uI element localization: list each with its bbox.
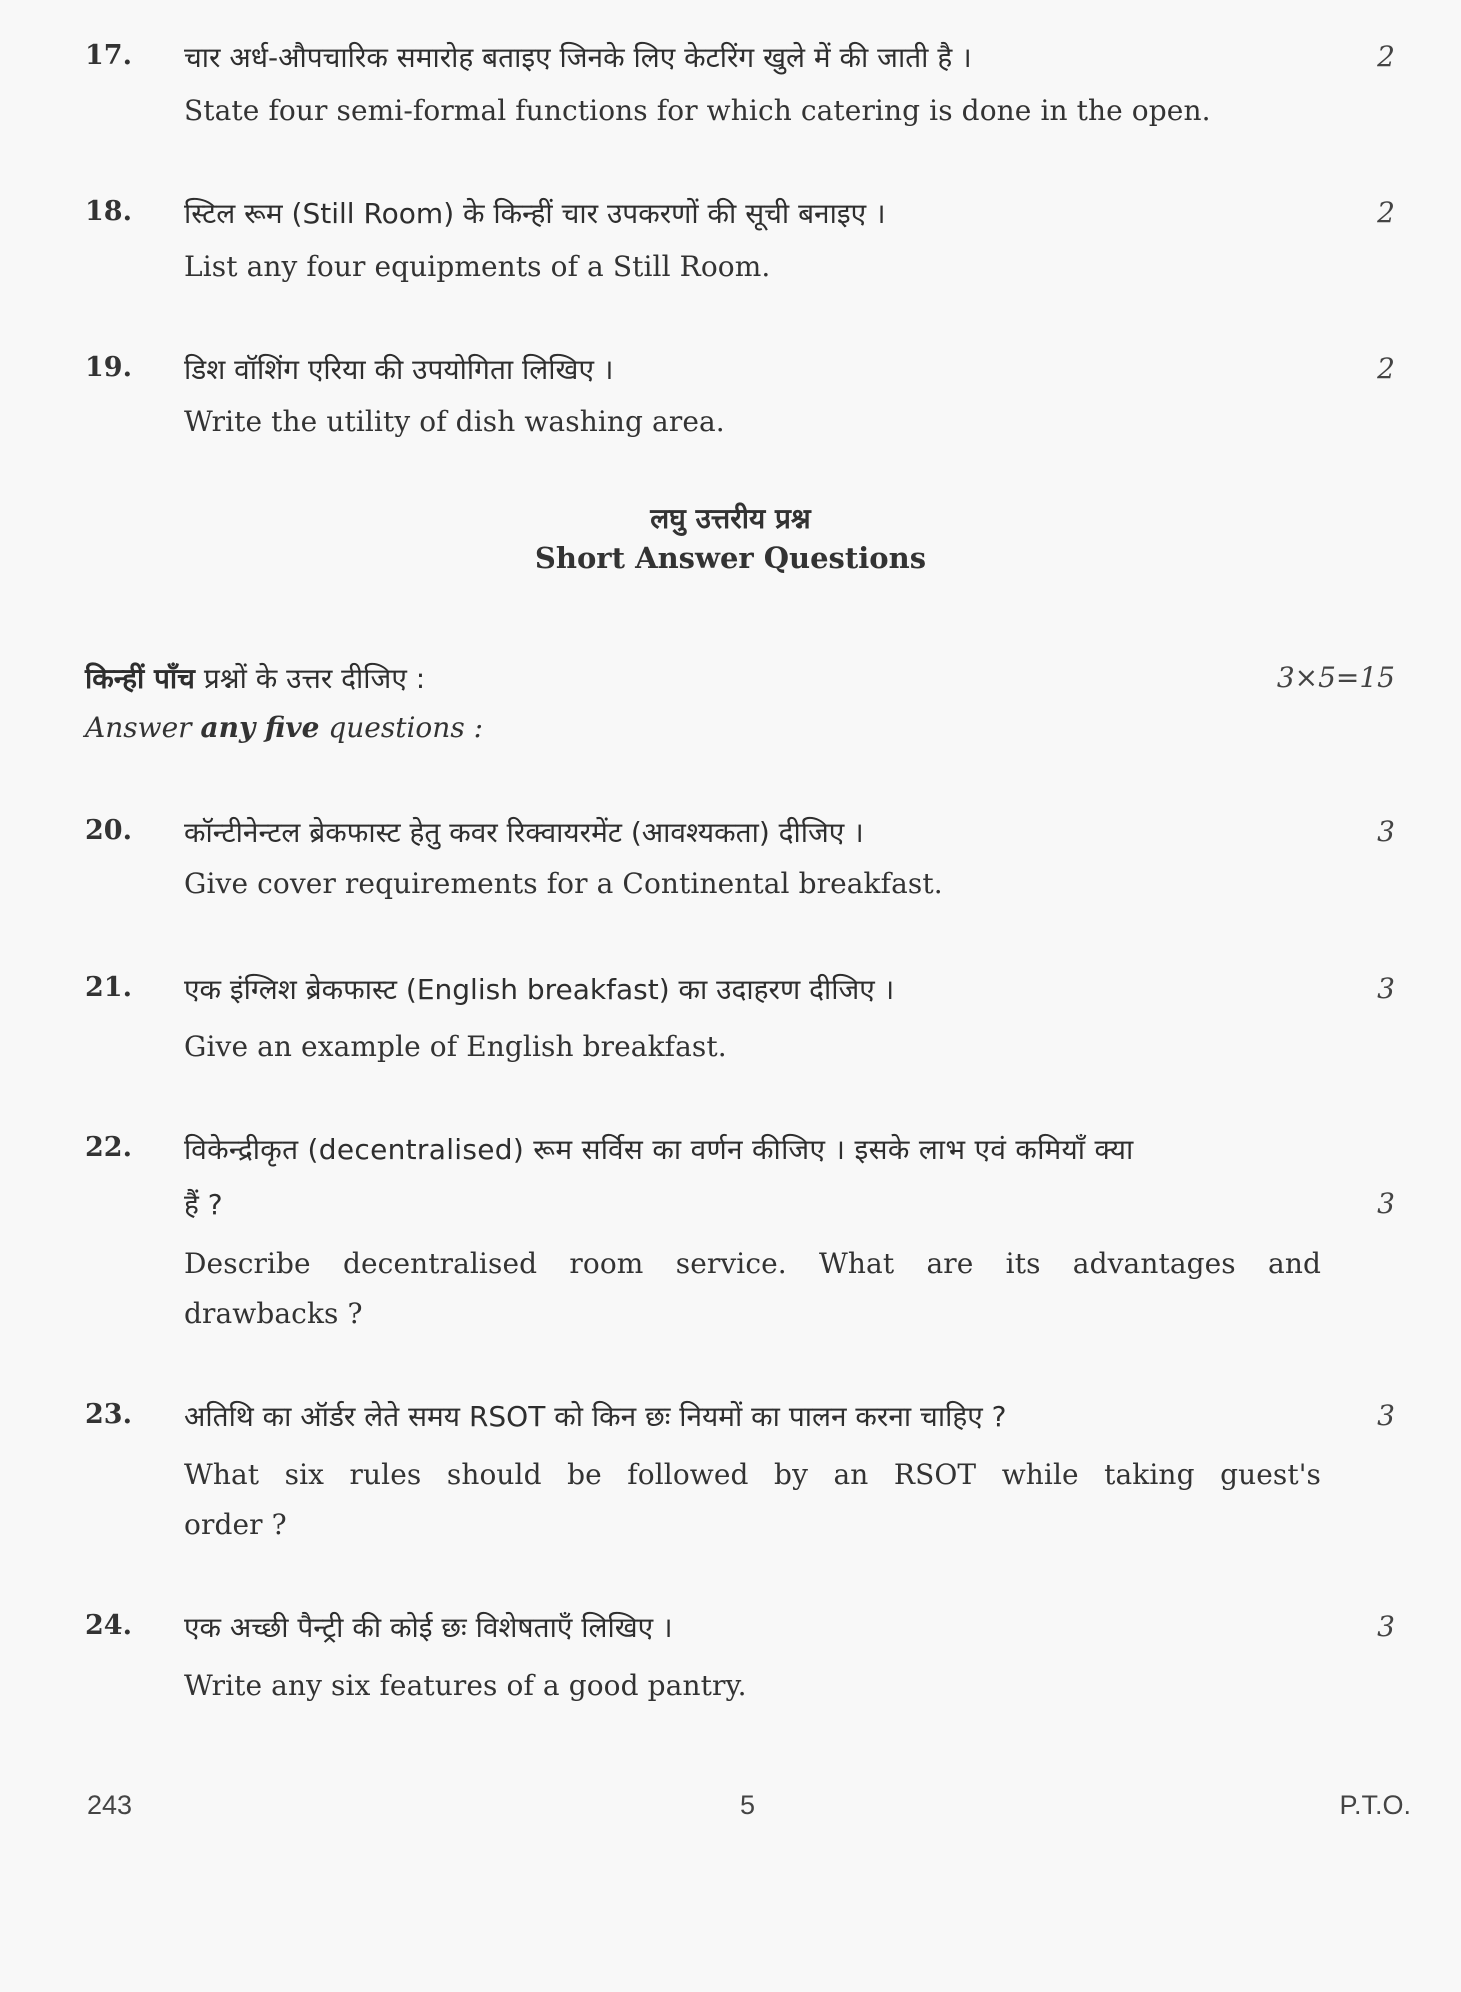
question-text-english-line1: Describe decentralised room service. What are its advantages and xyxy=(184,1247,1321,1280)
total-marks: 3×5=15 xyxy=(1276,661,1395,694)
question-text-hindi: कॉन्टीनेन्टल ब्रेकफास्ट हेतु कवर रिक्वायरमेंट (आवश्यकता) दीजिए । xyxy=(184,816,864,849)
question-text-hindi: स्टिल रूम (Still Room) के किन्हीं चार उपकरणों की सूची बनाइए । xyxy=(184,197,886,230)
question-number: 17. xyxy=(85,40,132,71)
instruction-hindi xyxy=(85,659,425,697)
instruction-english-post: questions : xyxy=(319,711,484,744)
section-title-english: Short Answer Questions xyxy=(534,541,927,575)
question-marks: 2 xyxy=(1377,352,1395,385)
question-marks: 2 xyxy=(1377,40,1395,73)
question-text-english-line2: order ? xyxy=(184,1508,287,1541)
question-text-hindi: एक इंग्लिश ब्रेकफास्ट (English breakfast) का उदाहरण दीजिए । xyxy=(184,973,895,1006)
please-turn-over: P.T.O. xyxy=(1339,1790,1411,1820)
question-marks: 3 xyxy=(1377,1187,1395,1220)
question-text-english: Write any six features of a good pantry. xyxy=(184,1669,747,1702)
question-marks: 3 xyxy=(1377,972,1395,1005)
question-text-english: State four semi-formal functions for which catering is done in the open. xyxy=(184,94,1211,127)
section-title-hindi: लघु उत्तरीय प्रश्न xyxy=(650,502,811,535)
instruction-english xyxy=(85,711,483,744)
question-text-hindi-line1: विकेन्द्रीकृत (decentralised) रूम सर्विस का वर्णन कीजिए । इसके लाभ एवं कमियाँ क्या xyxy=(184,1133,1134,1166)
question-text-hindi: चार अर्ध-औपचारिक समारोह बताइए जिनके लिए केटरिंग खुले में की जाती है । xyxy=(184,41,972,74)
question-number: 23. xyxy=(85,1399,132,1430)
question-marks: 3 xyxy=(1377,815,1395,848)
question-number: 24. xyxy=(85,1610,132,1641)
page-number: 5 xyxy=(740,1790,756,1820)
question-text-hindi: डिश वॉशिंग एरिया की उपयोगिता लिखिए । xyxy=(184,353,614,386)
instruction-hindi-emphasis: किन्हीं पाँच xyxy=(85,662,195,695)
question-text-english: Give cover requirements for a Continental breakfast. xyxy=(184,867,943,900)
question-text-english-line1: What six rules should be followed by an RSOT while taking guest's xyxy=(184,1458,1321,1491)
instruction-english-emphasis: any five xyxy=(200,711,320,744)
instruction-english-pre: Answer xyxy=(85,711,201,744)
question-text-english: Write the utility of dish washing area. xyxy=(184,405,725,438)
question-text-english-line2: drawbacks ? xyxy=(184,1297,363,1330)
question-text-english: Give an example of English breakfast. xyxy=(184,1030,727,1063)
question-number: 19. xyxy=(85,352,132,383)
question-number: 18. xyxy=(85,196,132,227)
instruction-hindi-rest: प्रश्नों के उत्तर दीजिए : xyxy=(194,662,426,695)
paper-code: 243 xyxy=(87,1790,133,1820)
question-marks: 2 xyxy=(1377,196,1395,229)
question-marks: 3 xyxy=(1377,1610,1395,1643)
question-number: 22. xyxy=(85,1132,132,1163)
question-number: 21. xyxy=(85,972,132,1003)
question-number: 20. xyxy=(85,815,132,846)
question-text-hindi: एक अच्छी पैन्ट्री की कोई छः विशेषताएँ लिखिए । xyxy=(184,1611,673,1644)
question-text-hindi-line2: हैं ? xyxy=(184,1188,223,1221)
question-text-hindi: अतिथि का ऑर्डर लेते समय RSOT को किन छः नियमों का पालन करना चाहिए ? xyxy=(184,1400,1007,1433)
question-text-english: List any four equipments of a Still Room. xyxy=(184,250,771,283)
question-marks: 3 xyxy=(1377,1399,1395,1432)
